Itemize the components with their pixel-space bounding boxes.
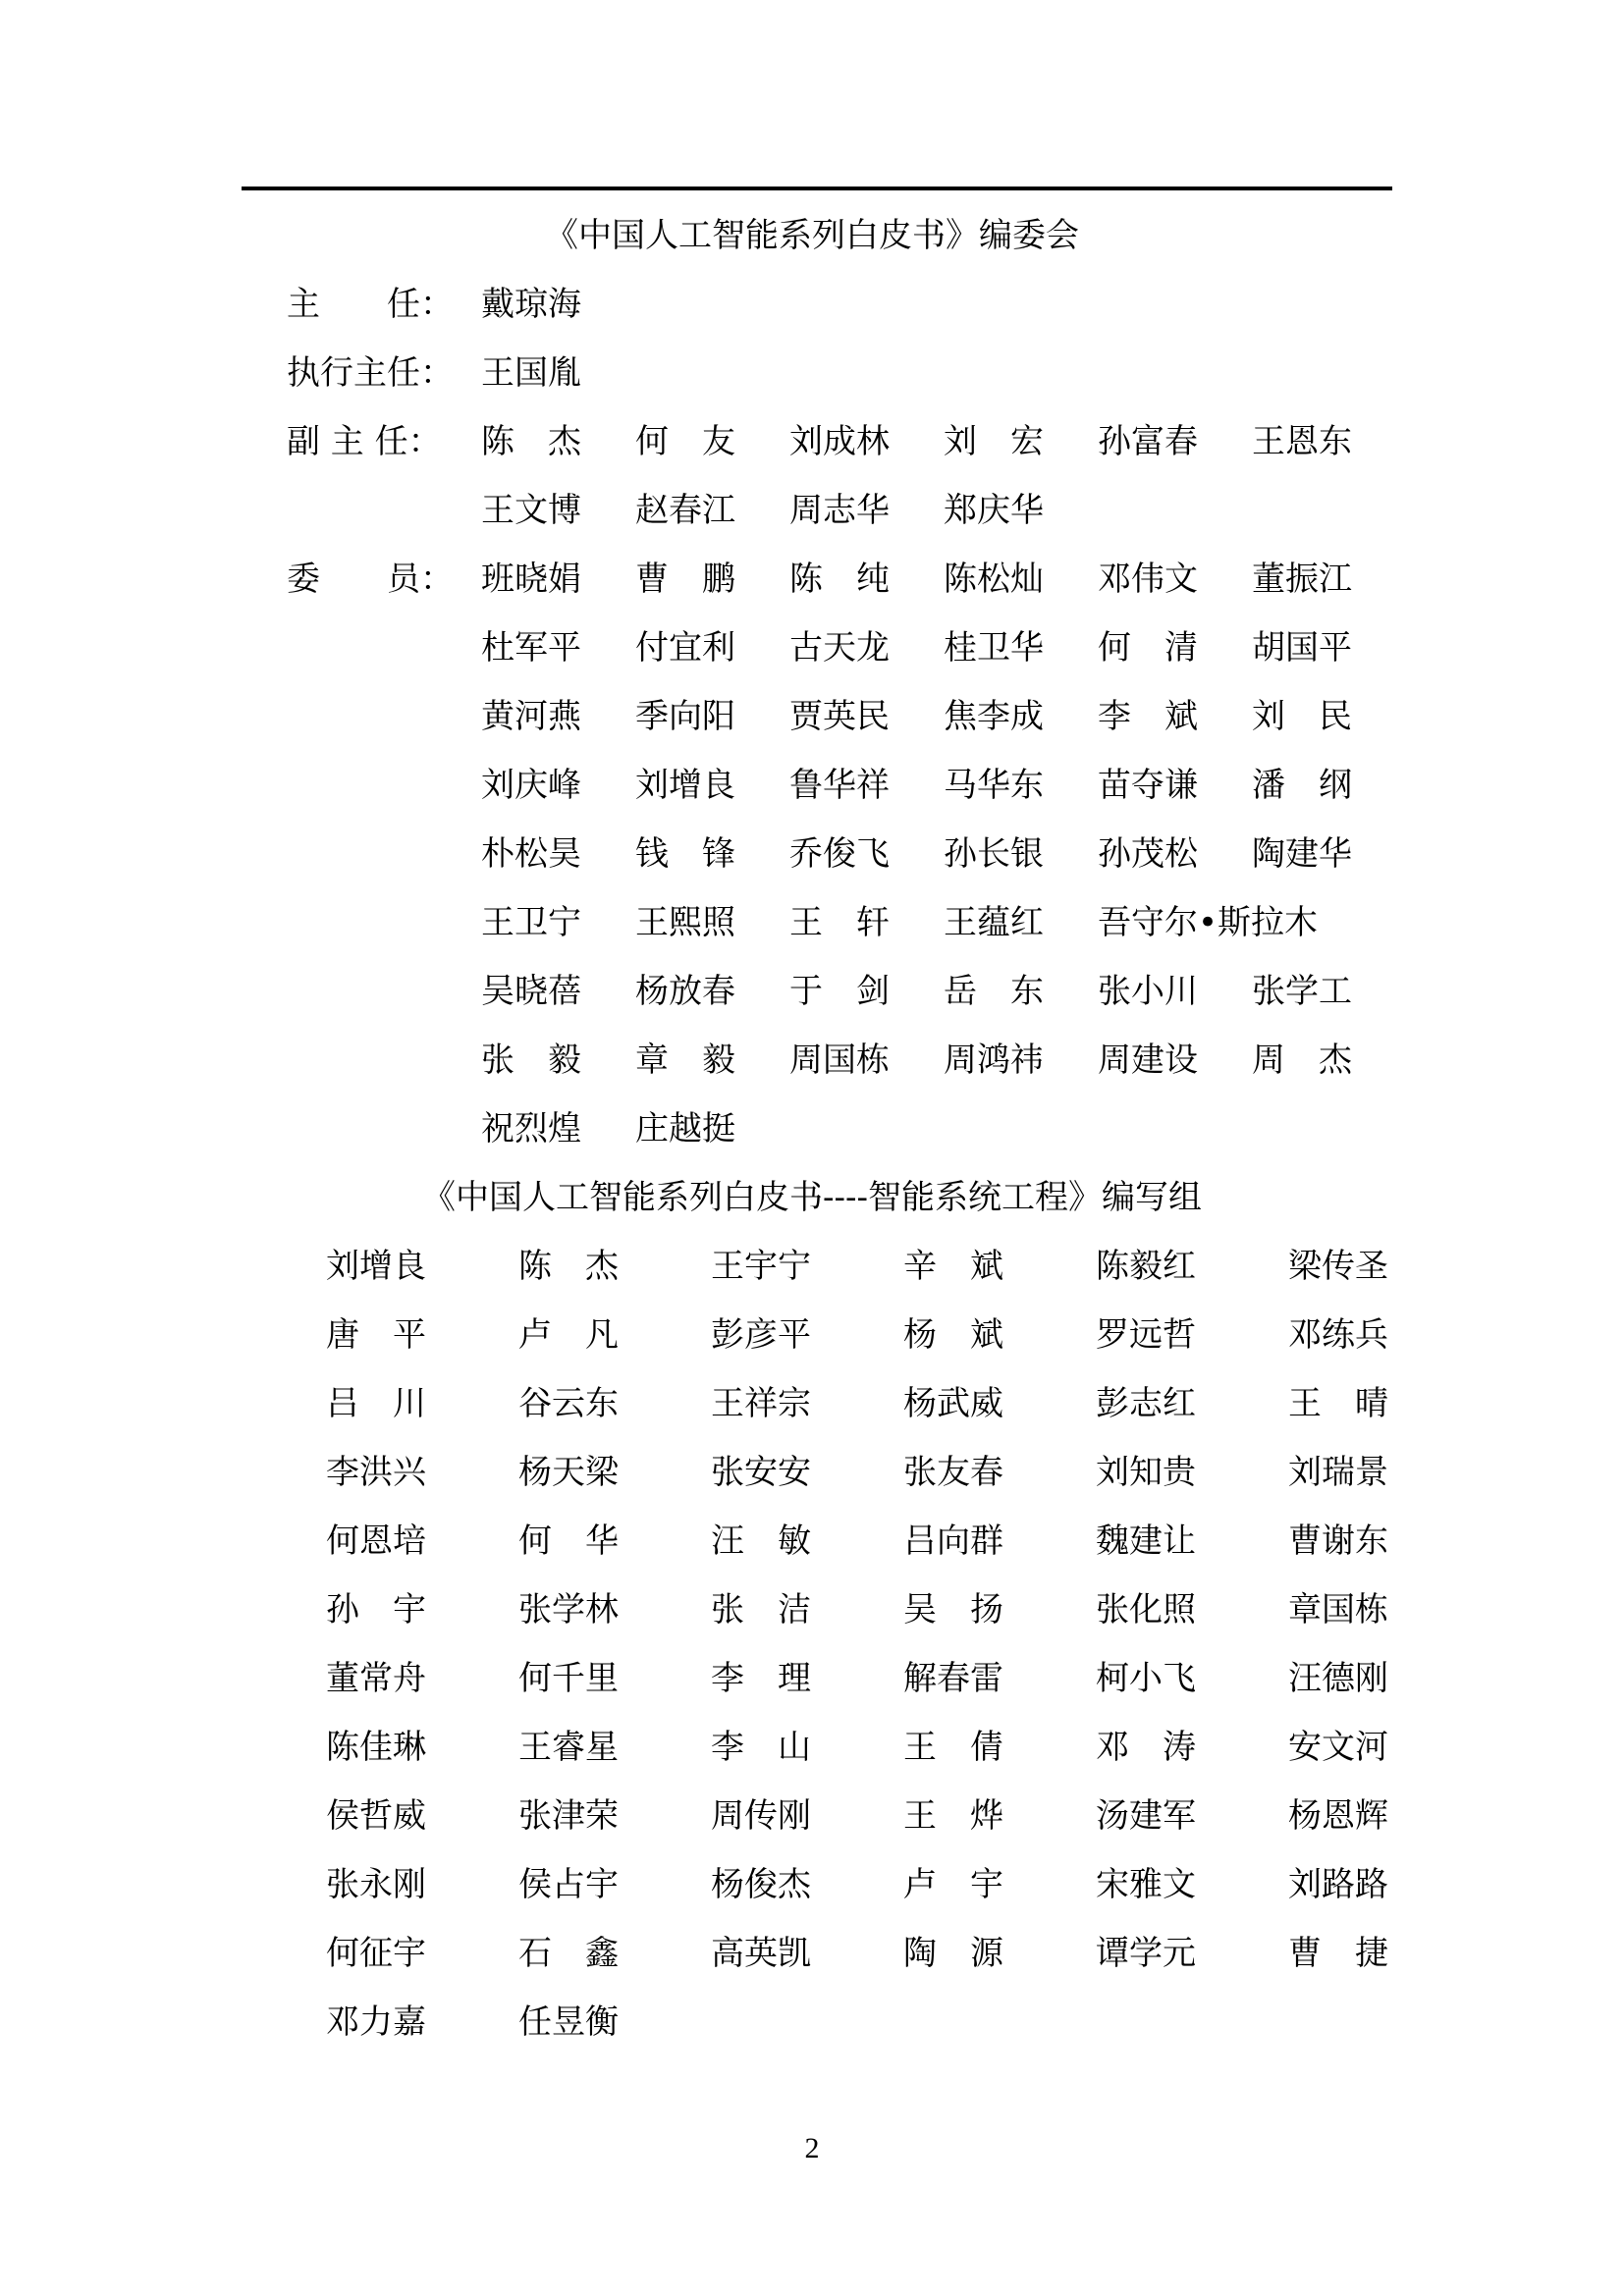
name-cell: 陈 杰 xyxy=(481,422,581,461)
name-cell: 梁传圣 xyxy=(1288,1247,1388,1286)
name-cell: 王卫宁 xyxy=(481,903,581,942)
name-cell: 侯哲威 xyxy=(326,1796,426,1836)
name-cell: 周 杰 xyxy=(1252,1041,1352,1080)
name-cell: 王 晴 xyxy=(1288,1384,1388,1423)
name-cell: 刘增良 xyxy=(326,1247,426,1286)
name-cell: 李洪兴 xyxy=(326,1453,426,1492)
name-cell: 何 清 xyxy=(1098,628,1198,667)
name-cell: 钱 锋 xyxy=(635,834,735,874)
name-cell: 谭学元 xyxy=(1096,1934,1196,1973)
name-cell: 张津荣 xyxy=(518,1796,619,1836)
name-cell: 孙富春 xyxy=(1098,422,1198,461)
name-cell: 孙长银 xyxy=(944,834,1044,874)
name-cell: 杨恩辉 xyxy=(1288,1796,1388,1836)
name-cell: 吾守尔•斯拉木 xyxy=(1098,903,1319,942)
name-cell: 陈毅红 xyxy=(1096,1247,1196,1286)
name-cell: 杜军平 xyxy=(481,628,581,667)
name-cell: 汪德刚 xyxy=(1288,1659,1388,1698)
writing-group-title: 《中国人工智能系列白皮书----智能系统工程》编写组 xyxy=(422,1178,1202,1217)
name-cell: 王 轩 xyxy=(789,903,890,942)
page-number: 2 xyxy=(804,2132,820,2164)
name-cell: 杨 斌 xyxy=(903,1315,1003,1355)
name-cell: 古天龙 xyxy=(789,628,890,667)
name-cell: 赵春江 xyxy=(635,491,735,530)
name-cell: 刘路路 xyxy=(1288,1865,1388,1904)
name-cell: 杨天梁 xyxy=(518,1453,619,1492)
name-cell: 付宜利 xyxy=(635,628,735,667)
name-cell: 张化照 xyxy=(1096,1590,1196,1629)
name-cell: 章 毅 xyxy=(635,1041,735,1080)
name-cell: 杨放春 xyxy=(635,972,735,1011)
name-cell: 陈松灿 xyxy=(944,560,1044,599)
name-cell: 祝烈煌 xyxy=(481,1109,581,1148)
name-cell: 张安安 xyxy=(711,1453,811,1492)
name-cell: 邓伟文 xyxy=(1098,560,1198,599)
name-cell: 周传刚 xyxy=(711,1796,811,1836)
name-cell: 庄越挺 xyxy=(635,1109,735,1148)
name-cell: 安文河 xyxy=(1288,1728,1388,1767)
name-cell: 汪 敏 xyxy=(711,1522,811,1561)
name-cell: 岳 东 xyxy=(944,972,1044,1011)
name-cell: 何征宇 xyxy=(326,1934,426,1973)
director-label: 主 任： xyxy=(287,285,454,324)
name-cell: 汤建军 xyxy=(1096,1796,1196,1836)
name-cell: 陈佳琳 xyxy=(326,1728,426,1767)
name-cell: 张小川 xyxy=(1098,972,1198,1011)
header-rule xyxy=(242,187,1392,190)
name-cell: 唐 平 xyxy=(326,1315,426,1355)
name-cell: 黄河燕 xyxy=(481,697,581,736)
name-cell: 宋雅文 xyxy=(1096,1865,1196,1904)
name-cell: 谷云东 xyxy=(518,1384,619,1423)
committee-title: 《中国人工智能系列白皮书》编委会 xyxy=(545,216,1079,255)
name-cell: 桂卫华 xyxy=(944,628,1044,667)
name-cell: 王 倩 xyxy=(903,1728,1003,1767)
name-cell: 周志华 xyxy=(789,491,890,530)
name-cell: 邓力嘉 xyxy=(326,2002,426,2042)
name-cell: 鲁华祥 xyxy=(789,766,890,805)
name-cell: 焦李成 xyxy=(944,697,1044,736)
name-cell: 董常舟 xyxy=(326,1659,426,1698)
name-cell: 侯占宇 xyxy=(518,1865,619,1904)
name-cell: 陈 纯 xyxy=(789,560,890,599)
name-cell: 辛 斌 xyxy=(903,1247,1003,1286)
name-cell: 曹 鹏 xyxy=(635,560,735,599)
name-cell: 季向阳 xyxy=(635,697,735,736)
name-cell: 彭志红 xyxy=(1096,1384,1196,1423)
name-cell: 苗夺谦 xyxy=(1098,766,1198,805)
name-cell: 陶建华 xyxy=(1252,834,1352,874)
name-cell: 李 理 xyxy=(711,1659,811,1698)
name-cell: 曹谢东 xyxy=(1288,1522,1388,1561)
name-cell: 高英凯 xyxy=(711,1934,811,1973)
name-cell: 张 洁 xyxy=(711,1590,811,1629)
name-cell: 乔俊飞 xyxy=(789,834,890,874)
exec-director-name: 王国胤 xyxy=(481,353,581,393)
name-cell: 彭彦平 xyxy=(711,1315,811,1355)
name-cell: 刘知贵 xyxy=(1096,1453,1196,1492)
name-cell: 王睿星 xyxy=(518,1728,619,1767)
members-label: 委 员： xyxy=(287,560,454,599)
name-cell: 杨俊杰 xyxy=(711,1865,811,1904)
name-cell: 孙茂松 xyxy=(1098,834,1198,874)
name-cell: 刘 宏 xyxy=(944,422,1044,461)
name-cell: 张学工 xyxy=(1252,972,1352,1011)
name-cell: 刘瑞景 xyxy=(1288,1453,1388,1492)
name-cell: 吴 扬 xyxy=(903,1590,1003,1629)
director-name: 戴琼海 xyxy=(481,285,581,324)
name-cell: 胡国平 xyxy=(1252,628,1352,667)
name-cell: 刘增良 xyxy=(635,766,735,805)
name-cell: 张 毅 xyxy=(481,1041,581,1080)
name-cell: 贾英民 xyxy=(789,697,890,736)
name-cell: 张学林 xyxy=(518,1590,619,1629)
name-cell: 王熙照 xyxy=(635,903,735,942)
name-cell: 张友春 xyxy=(903,1453,1003,1492)
name-cell: 刘 民 xyxy=(1252,697,1352,736)
name-cell: 邓 涛 xyxy=(1096,1728,1196,1767)
name-cell: 石 鑫 xyxy=(518,1934,619,1973)
name-cell: 卢 凡 xyxy=(518,1315,619,1355)
name-cell: 王祥宗 xyxy=(711,1384,811,1423)
name-cell: 何恩培 xyxy=(326,1522,426,1561)
name-cell: 何 友 xyxy=(635,422,735,461)
name-cell: 王恩东 xyxy=(1252,422,1352,461)
name-cell: 班晓娟 xyxy=(481,560,581,599)
name-cell: 于 剑 xyxy=(789,972,890,1011)
name-cell: 解春雷 xyxy=(903,1659,1003,1698)
name-cell: 朴松昊 xyxy=(481,834,581,874)
name-cell: 柯小飞 xyxy=(1096,1659,1196,1698)
name-cell: 何千里 xyxy=(518,1659,619,1698)
name-cell: 何 华 xyxy=(518,1522,619,1561)
name-cell: 潘 纲 xyxy=(1252,766,1352,805)
name-cell: 王蕴红 xyxy=(944,903,1044,942)
name-cell: 曹 捷 xyxy=(1288,1934,1388,1973)
name-cell: 章国栋 xyxy=(1288,1590,1388,1629)
name-cell: 陈 杰 xyxy=(518,1247,619,1286)
name-cell: 李 山 xyxy=(711,1728,811,1767)
name-cell: 周鸿祎 xyxy=(944,1041,1044,1080)
name-cell: 卢 宇 xyxy=(903,1865,1003,1904)
name-cell: 张永刚 xyxy=(326,1865,426,1904)
name-cell: 李 斌 xyxy=(1098,697,1198,736)
name-cell: 周国栋 xyxy=(789,1041,890,1080)
name-cell: 任昱衡 xyxy=(518,2002,619,2042)
deputy-label: 副 主 任： xyxy=(287,422,442,461)
name-cell: 吴晓蓓 xyxy=(481,972,581,1011)
name-cell: 孙 宇 xyxy=(326,1590,426,1629)
name-cell: 董振江 xyxy=(1252,560,1352,599)
name-cell: 陶 源 xyxy=(903,1934,1003,1973)
name-cell: 马华东 xyxy=(944,766,1044,805)
name-cell: 邓练兵 xyxy=(1288,1315,1388,1355)
name-cell: 罗远哲 xyxy=(1096,1315,1196,1355)
name-cell: 郑庆华 xyxy=(944,491,1044,530)
name-cell: 王 烨 xyxy=(903,1796,1003,1836)
name-cell: 魏建让 xyxy=(1096,1522,1196,1561)
name-cell: 刘成林 xyxy=(789,422,890,461)
name-cell: 吕向群 xyxy=(903,1522,1003,1561)
name-cell: 刘庆峰 xyxy=(481,766,581,805)
exec-director-label: 执行主任： xyxy=(287,353,454,393)
name-cell: 王文博 xyxy=(481,491,581,530)
name-cell: 王宇宁 xyxy=(711,1247,811,1286)
name-cell: 吕 川 xyxy=(326,1384,426,1423)
name-cell: 杨武威 xyxy=(903,1384,1003,1423)
name-cell: 周建设 xyxy=(1098,1041,1198,1080)
